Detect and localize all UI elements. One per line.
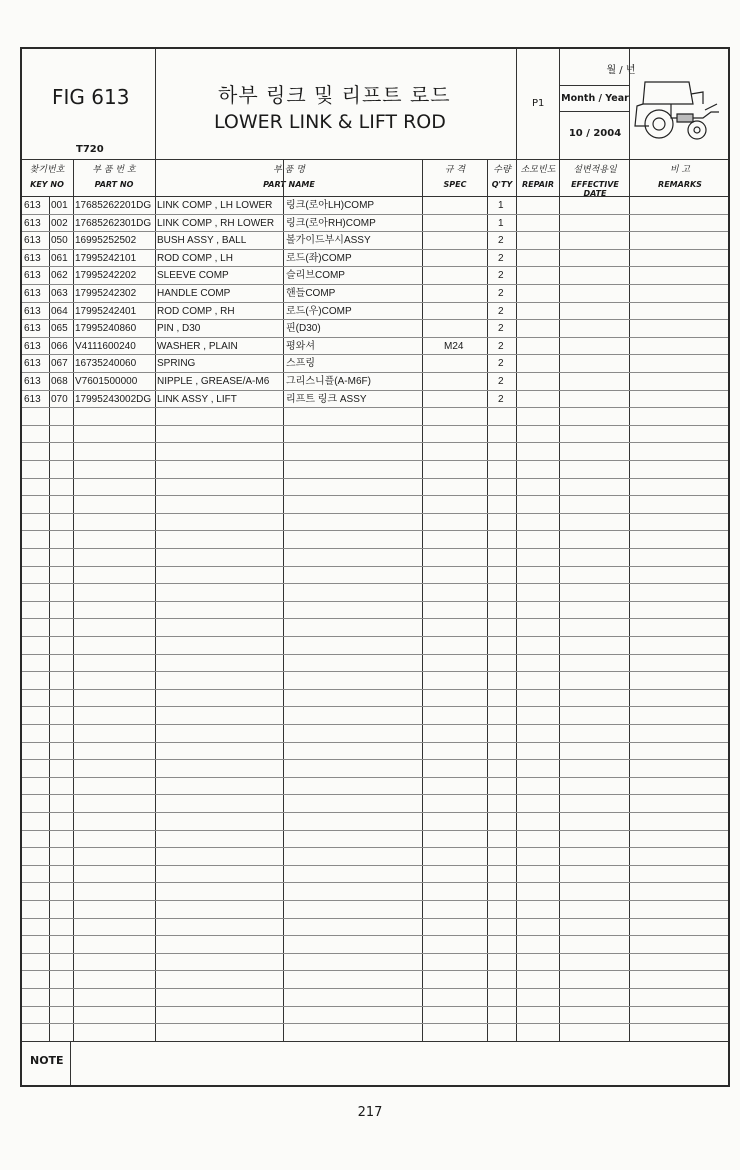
part-name-en-cell: PIN , D30: [157, 323, 201, 335]
part-name-en-cell: SPRING: [157, 358, 196, 370]
key-cell: 001: [51, 200, 68, 211]
row-divider: [22, 654, 728, 655]
part-number-cell: 17995242202: [75, 270, 137, 282]
row-divider: [22, 777, 728, 778]
row-divider: [22, 882, 728, 883]
part-number-cell: 17995242401: [75, 305, 137, 317]
tractor-icon: [631, 74, 721, 144]
part-number-cell: V7601500000: [75, 376, 138, 387]
part-number-cell: 16995252502: [75, 235, 137, 247]
row-divider: [22, 231, 728, 232]
month-year-korean: 월 / 년: [606, 65, 636, 76]
qty-cell: 2: [498, 288, 504, 299]
key-cell: 068: [51, 376, 68, 387]
row-divider: [22, 724, 728, 725]
part-name-ko-cell: 슬리브COMP: [286, 270, 345, 282]
title-english: LOWER LINK & LIFT ROD: [214, 111, 446, 133]
row-divider: [22, 407, 728, 408]
part-number-cell: 17685262301DG: [75, 217, 152, 229]
part-name-ko-cell: 핀(D30): [286, 323, 321, 335]
qty-cell: 2: [498, 340, 504, 352]
key-cell: 066: [51, 340, 68, 352]
fig-cell: 613: [24, 288, 41, 299]
row-divider: [22, 918, 728, 919]
page-label: P1: [532, 98, 545, 109]
title-divider: [22, 159, 728, 160]
header-qty-ko: 수량: [493, 165, 511, 175]
row-divider: [22, 706, 728, 707]
part-name-en-cell: SLEEVE COMP: [157, 270, 229, 282]
header-name-ko: 부 품 명: [273, 165, 305, 175]
row-divider: [22, 442, 728, 443]
part-name-en-cell: LINK COMP , RH LOWER: [157, 217, 275, 229]
part-number-cell: V4111600240: [75, 340, 136, 352]
part-name-ko-cell: 링크(로아RH)COMP: [286, 217, 376, 229]
row-divider: [22, 847, 728, 848]
fig-cell: 613: [24, 358, 41, 370]
column-divider: [155, 159, 156, 1041]
row-divider: [22, 759, 728, 760]
row-divider: [22, 742, 728, 743]
row-divider: [22, 354, 728, 355]
qty-cell: 2: [498, 235, 504, 247]
part-name-ko-cell: 핸들COMP: [286, 288, 336, 299]
part-number-cell: 16735240060: [75, 358, 137, 370]
fig-cell: 613: [24, 340, 41, 352]
row-divider: [22, 988, 728, 989]
part-name-ko-cell: 볼가이드부시ASSY: [286, 235, 371, 247]
row-divider: [22, 530, 728, 531]
row-divider: [22, 900, 728, 901]
row-divider: [22, 865, 728, 866]
title-korean: 하부 링크 및 리프트 로드: [218, 83, 451, 107]
part-name-ko-cell: 링크(로아LH)COMP: [286, 200, 375, 211]
row-divider: [22, 794, 728, 795]
fig-cell: 613: [24, 305, 41, 317]
note-divider: [70, 1041, 71, 1085]
row-divider: [22, 513, 728, 514]
part-number-cell: 17995243002DG: [75, 393, 152, 405]
fig-cell: 613: [24, 252, 41, 264]
row-divider: [22, 302, 728, 303]
part-name-ko-cell: 그리스니플(A-M6F): [286, 376, 371, 387]
title-divider: [155, 49, 156, 159]
key-cell: 050: [51, 235, 68, 247]
row-divider: [22, 689, 728, 690]
header-key-ko: 찾기번호: [29, 165, 65, 175]
row-divider: [22, 830, 728, 831]
part-name-ko-cell: 리프트 링크 ASSY: [286, 393, 367, 405]
column-divider: [487, 159, 488, 1041]
part-name-ko-cell: 스프링: [286, 358, 315, 370]
part-name-en-cell: HANDLE COMP: [157, 288, 231, 299]
note-divider: [22, 1041, 728, 1042]
part-name-en-cell: LINK COMP , LH LOWER: [157, 200, 273, 211]
column-divider: [422, 159, 423, 1041]
header-remarks-ko: 비 고: [669, 165, 691, 175]
column-divider: [559, 159, 560, 1041]
note-label: NOTE: [30, 1054, 64, 1067]
row-divider: [22, 249, 728, 250]
column-divider: [73, 159, 74, 1041]
key-cell: 065: [51, 323, 68, 335]
title-divider: [559, 85, 629, 86]
revision-date: 10 / 2004: [568, 128, 622, 139]
row-divider: [22, 495, 728, 496]
qty-cell: 2: [498, 376, 504, 387]
row-divider: [22, 970, 728, 971]
fig-cell: 613: [24, 217, 41, 229]
row-divider: [22, 390, 728, 391]
spec-cell: M24: [444, 340, 464, 352]
part-name-ko-cell: 로드(좌)COMP: [286, 252, 352, 264]
header-repair-ko: 소모빈도: [520, 165, 556, 175]
header-name-en: PART NAME: [263, 180, 315, 189]
row-divider: [22, 671, 728, 672]
fig-number: FIG 613: [52, 85, 130, 109]
header-part-en: PART NO: [94, 180, 134, 189]
header-remarks-en: REMARKS: [658, 180, 702, 189]
key-cell: 002: [51, 217, 68, 229]
part-name-en-cell: NIPPLE , GREASE/A-M6: [157, 376, 270, 387]
part-name-en-cell: WASHER , PLAIN: [157, 340, 238, 352]
part-number-cell: 17995242101: [75, 252, 137, 264]
part-number-cell: 17995242302: [75, 288, 137, 299]
row-divider: [22, 583, 728, 584]
qty-cell: 2: [498, 305, 504, 317]
qty-cell: 2: [498, 393, 504, 405]
title-divider: [559, 111, 629, 112]
fig-cell: 613: [24, 323, 41, 335]
header-spec-en: SPEC: [443, 180, 467, 189]
header-spec-ko: 규 격: [444, 165, 466, 175]
part-name-en-cell: BUSH ASSY , BALL: [157, 235, 247, 247]
header-divider: [22, 196, 728, 197]
key-cell: 064: [51, 305, 68, 317]
row-divider: [22, 636, 728, 637]
key-cell: 067: [51, 358, 68, 370]
key-cell: 061: [51, 252, 68, 264]
column-divider: [516, 159, 517, 1041]
fig-cell: 613: [24, 270, 41, 282]
model-code: T720: [76, 144, 104, 155]
qty-cell: 2: [498, 323, 504, 335]
key-cell: 063: [51, 288, 68, 299]
fig-cell: 613: [24, 200, 41, 211]
column-divider: [629, 159, 630, 1041]
month-year-label: Month / Year: [561, 93, 629, 104]
title-divider: [559, 49, 560, 159]
qty-cell: 2: [498, 252, 504, 264]
part-name-ko-cell: 평와셔: [286, 340, 315, 352]
row-divider: [22, 935, 728, 936]
row-divider: [22, 372, 728, 373]
qty-cell: 2: [498, 358, 504, 370]
row-divider: [22, 953, 728, 954]
row-divider: [22, 266, 728, 267]
part-name-en-cell: ROD COMP , RH: [157, 305, 235, 317]
row-divider: [22, 1023, 728, 1024]
header-repair-en: REPAIR: [521, 180, 555, 189]
row-divider: [22, 1006, 728, 1007]
row-divider: [22, 460, 728, 461]
part-name-ko-cell: 로드(우)COMP: [286, 305, 352, 317]
part-number-cell: 17685262201DG: [75, 200, 152, 211]
row-divider: [22, 214, 728, 215]
row-divider: [22, 319, 728, 320]
row-divider: [22, 601, 728, 602]
row-divider: [22, 812, 728, 813]
header-effective-en: EFFECTIVE DATE: [571, 180, 619, 198]
row-divider: [22, 425, 728, 426]
part-number-cell: 17995240860: [75, 323, 137, 335]
fig-cell: 613: [24, 393, 41, 405]
fig-cell: 613: [24, 376, 41, 387]
row-divider: [22, 478, 728, 479]
header-part-ko: 부 품 번 호: [92, 165, 136, 175]
fig-cell: 613: [24, 235, 41, 247]
qty-cell: 1: [498, 217, 504, 229]
part-name-en-cell: LINK ASSY , LIFT: [157, 393, 237, 405]
parts-sheet: [20, 47, 730, 1087]
header-key-en: KEY NO: [30, 180, 64, 189]
title-divider: [629, 49, 630, 159]
part-name-en-cell: ROD COMP , LH: [157, 252, 233, 264]
key-cell: 062: [51, 270, 68, 282]
column-divider: [283, 159, 284, 1041]
key-cell: 070: [51, 393, 68, 405]
row-divider: [22, 566, 728, 567]
row-divider: [22, 548, 728, 549]
qty-cell: 1: [498, 200, 504, 211]
row-divider: [22, 337, 728, 338]
qty-cell: 2: [498, 270, 504, 282]
row-divider: [22, 618, 728, 619]
header-effective-ko: 설변적용일: [573, 165, 617, 175]
title-divider: [516, 49, 517, 159]
header-qty-en: Q'TY: [491, 180, 513, 189]
row-divider: [22, 284, 728, 285]
page-number: 217: [357, 1105, 383, 1120]
